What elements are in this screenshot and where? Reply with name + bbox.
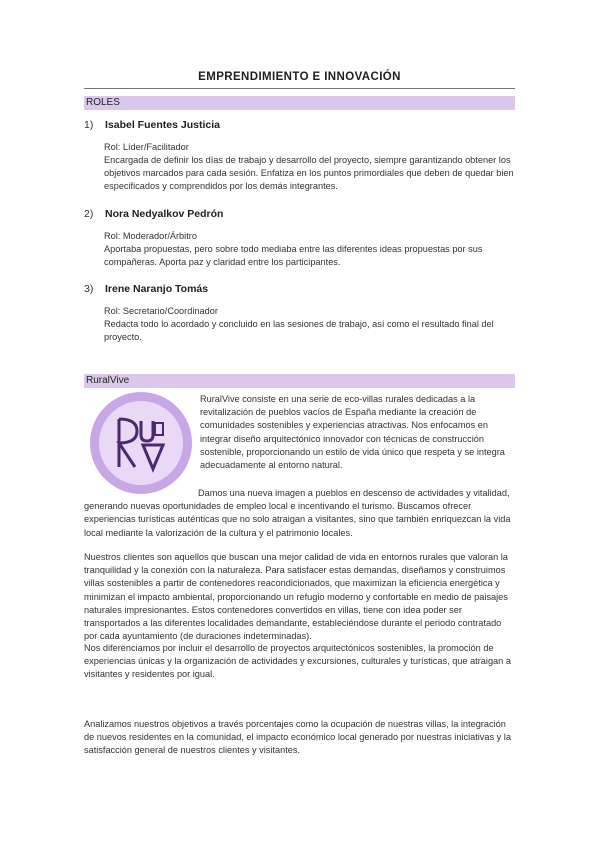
role-name: Isabel Fuentes Justicia <box>105 119 220 131</box>
paragraph-clients: Nuestros clientes son aquellos que buscan una mejor calidad de vida en entornos rurales que valoran la tranquilidad y la conexión con la naturaleza. Para satisfacer estas demandas, diseñamos y construimos villas sostenibles a partir de contenedores reacondicionados, que maximizan la eficiencia energética y minimizan el impacto ambiental, proporcionando un refugio moderno y confortable en medio de paisajes naturales impresionantes. Estos contenedores convertidos en villas, tiene con idea poder ser transportados a las diferentes localidades demandante, estableciéndose durante el periodo contratado por cada ayuntamiento (de duraciones indeterminadas). <box>84 552 508 642</box>
paragraph-differentiation: Nos diferenciamos por incluir el desarrollo de proyectos arquitectónicos sostenibles, la promoción de experiencias únicas y la organización de actividades y excursiones, culturales y turísticas, que atraigan a visitantes y residentes por igual. <box>84 643 511 680</box>
role-number: 2) <box>84 208 94 220</box>
role-description: Encargada de definir los días de trabajo y desarrollo del proyecto, siempre garantizando obtener los objetivos marcados para cada sesión. Enfatiza en los puntos primordiales que deben de quedar bien especificados y comprendidos por los demás integrantes. <box>104 155 514 191</box>
paragraph-intro: RuralVive consiste en una serie de eco-villas rurales dedicadas a la revitalización de pueblos vacíos de España mediante la creación de comunidades sostenibles y experiencias atractivas. Nos enfocamos en integrar diseño arquitectónico innovador con técnicas de construcción sostenible, proporcionando un estilo de vida único que respeta y se integra adecuadamente al entorno natural. <box>200 394 505 471</box>
role-title: Rol: Secretario/Coordinador <box>104 306 218 316</box>
role-item-3 <box>84 283 515 344</box>
role-title: Rol: Líder/Facilitador <box>104 142 189 152</box>
role-description: Redacta todo lo acordado y concluido en las sesiones de trabajo, así como el resultado final del proyecto. <box>104 319 494 342</box>
section-header-roles: ROLES <box>84 96 515 110</box>
role-description: Aportaba propuestas, pero sobre todo mediaba entre las diferentes ideas propuestas por sus compañeras. Aporta paz y claridad entre los participantes. <box>104 244 483 267</box>
role-item-1 <box>84 119 515 193</box>
title-underline <box>84 88 515 89</box>
section-header-ruralvive: RuralVive <box>84 374 515 388</box>
paragraph-objectives: Analizamos nuestros objetivos a través porcentajes como la ocupación de nuestras villas, la integración de nuevos residentes en la comunidad, el impacto económico local generado por nuestras iniciativas y la satisfacción general de nuestros clientes y visitantes. <box>84 719 511 756</box>
ruralvive-logo <box>89 391 193 495</box>
role-name: Irene Naranjo Tomás <box>105 283 209 295</box>
role-number: 1) <box>84 119 94 131</box>
document-title: EMPRENDIMIENTO E INNOVACIÓN <box>198 71 401 83</box>
role-item-2 <box>84 208 515 269</box>
paragraph-mission: Damos una nueva imagen a pueblos en descenso de actividades y vitalidad, generando nuevas oportunidades de empleo local e incentivando el turismo. Buscamos ofrecer experiencias turísticas auténticas que no solo atraigan a visitantes, sino que también enriquezcan la vida local mediante la valorización de la cultura y el patrimonio locales. <box>84 488 511 538</box>
role-name: Nora Nedyalkov Pedrón <box>105 208 224 220</box>
role-title: Rol: Moderador/Árbitro <box>104 231 197 241</box>
role-number: 3) <box>84 283 94 295</box>
